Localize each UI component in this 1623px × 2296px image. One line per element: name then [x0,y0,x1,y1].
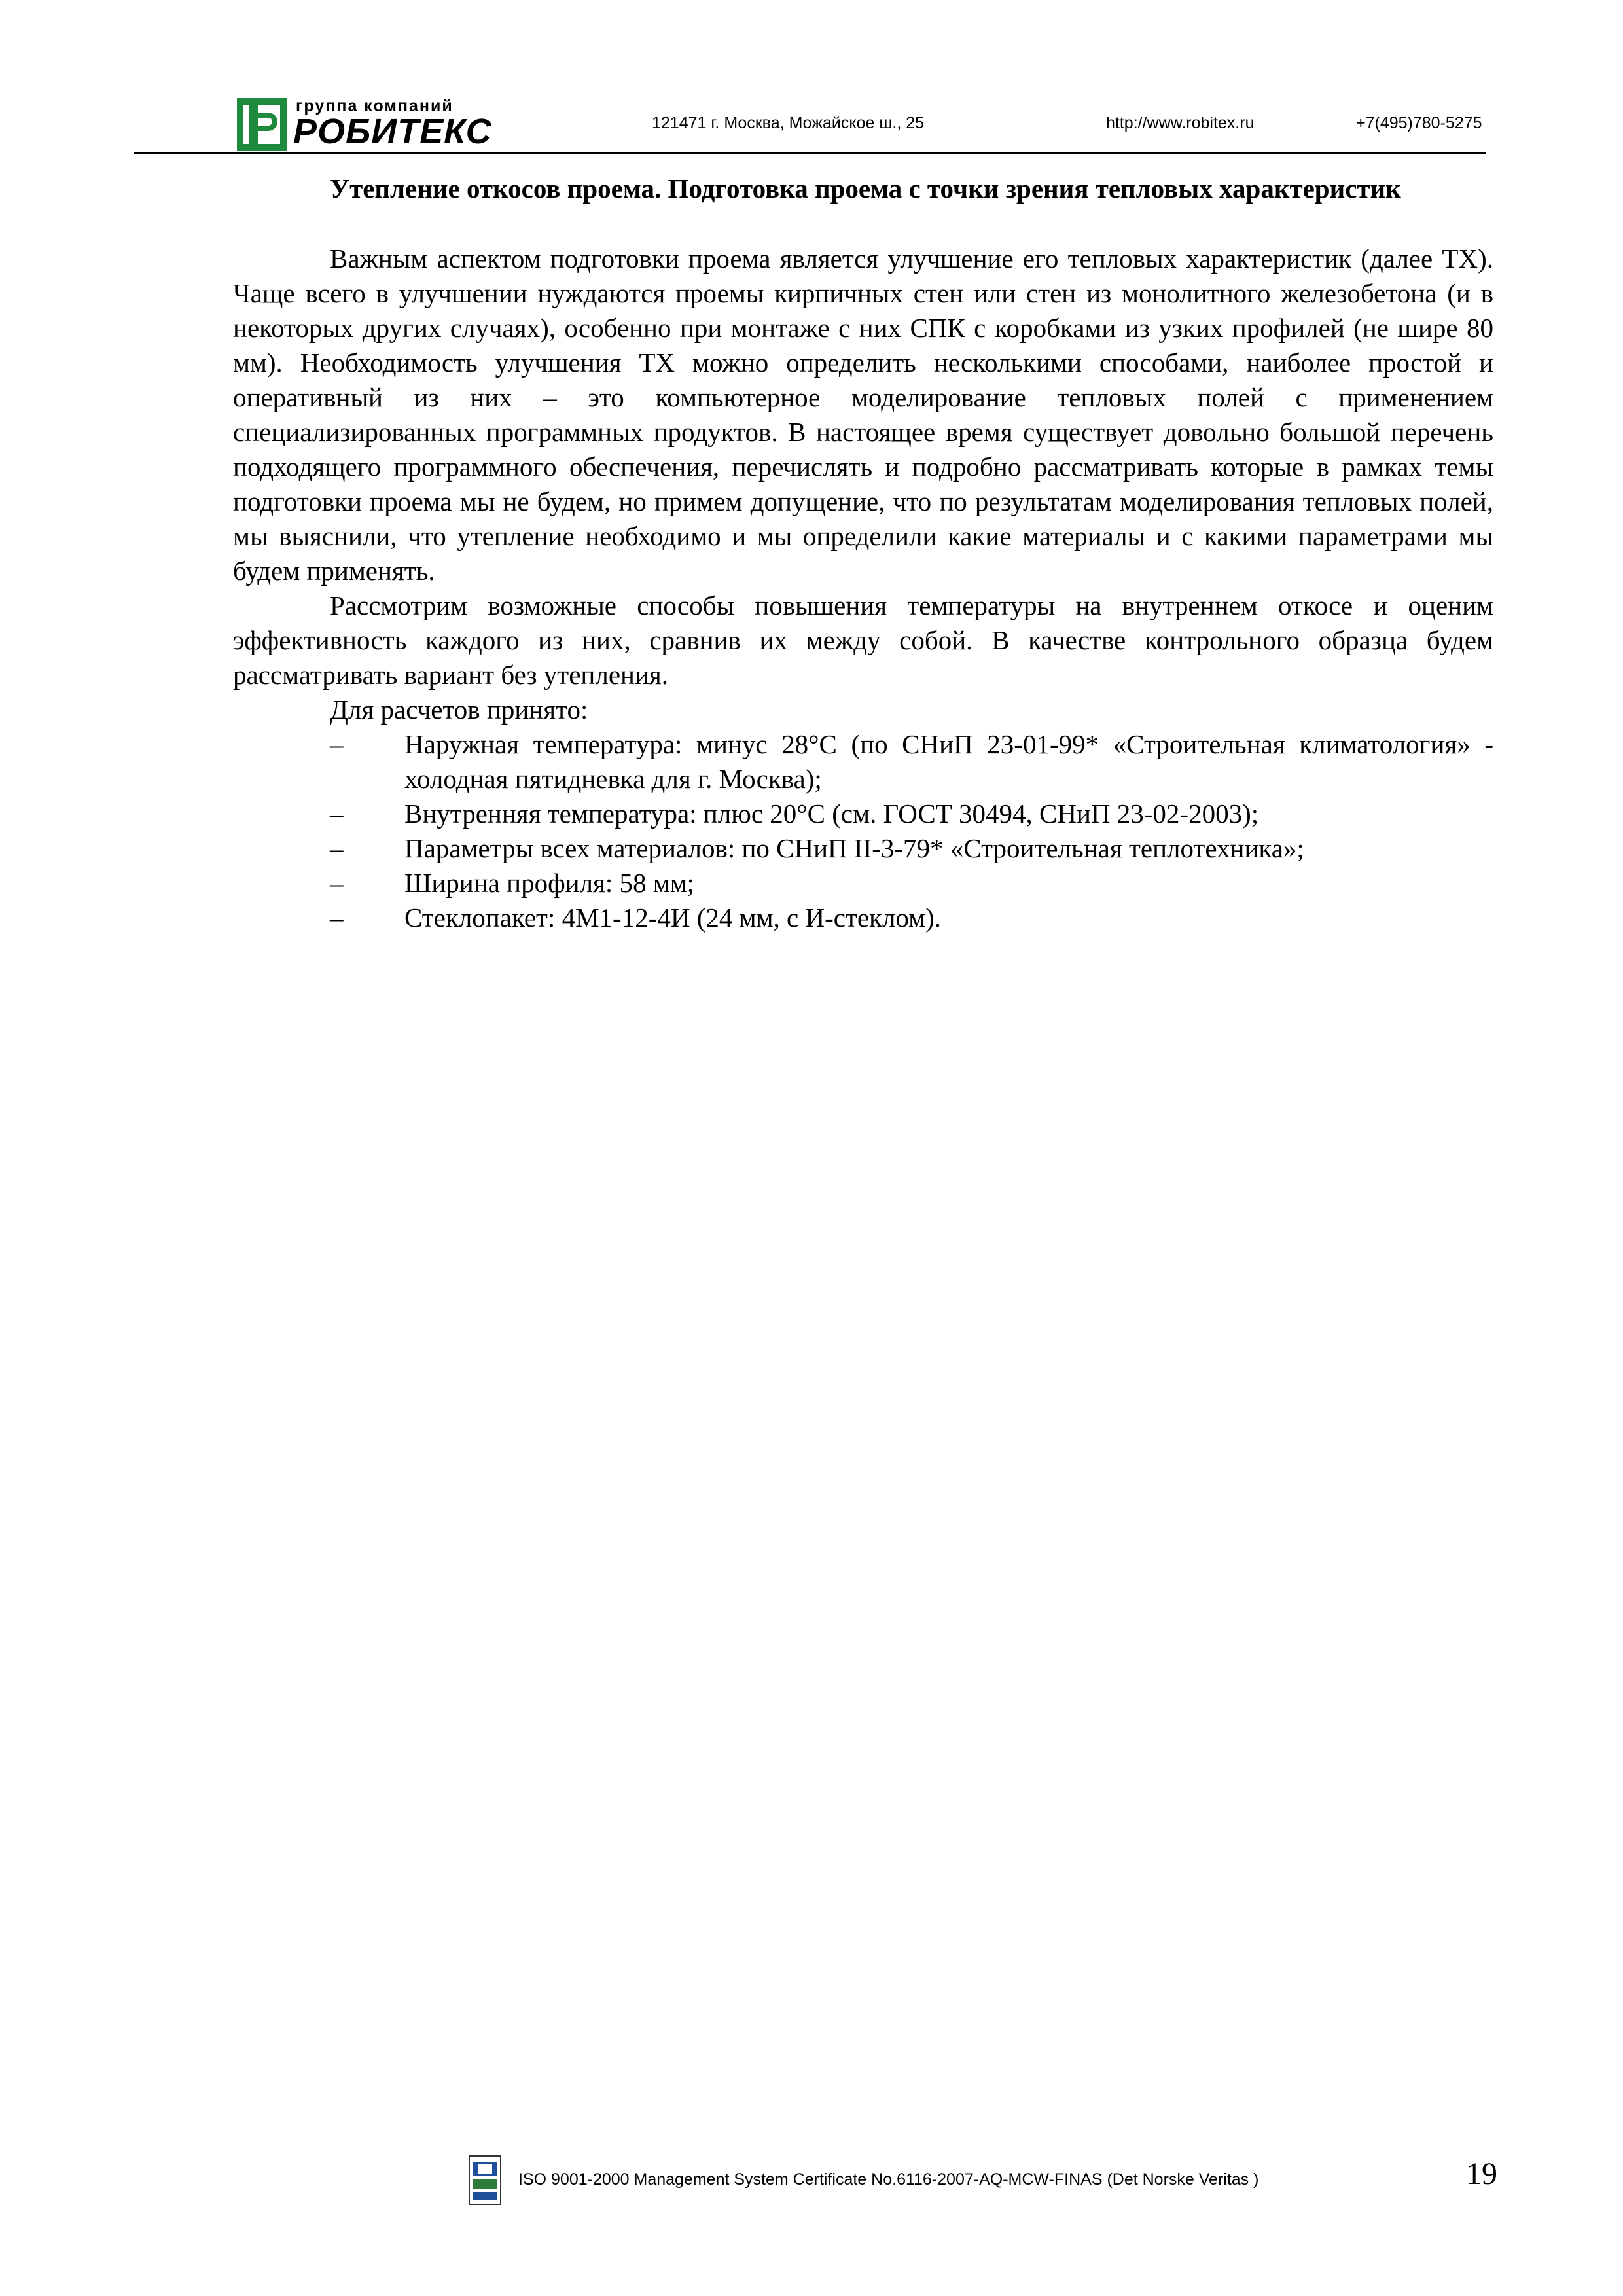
dash-bullet: – [330,903,344,933]
certificate-text: ISO 9001-2000 Management System Certificate No.6116-2007-AQ-MCW-FINAS (Det Norske Veritas ) [518,2170,1259,2189]
list-item-text: Стеклопакет: 4М1-12-4И (24 мм, с И-стеклом). [404,903,941,933]
spacer [233,206,1493,242]
dnv-certificate-icon [469,2155,501,2205]
logo-subtitle: группа компаний [296,97,454,115]
dash-bullet: – [330,729,344,759]
company-logo [237,93,492,153]
list-item [233,866,1493,901]
robitex-logo-icon [237,98,287,151]
dash-bullet: – [330,868,344,898]
paragraph-2: Рассмотрим возможные способы повышения температуры на внутреннем откосе и оценим эффективность каждого из них, сравнив их между собой. В качестве контрольного образца будем рассматривать вариант без утепления. [233,590,1493,690]
list-item [233,727,1493,797]
list-item-text: Параметры всех материалов: по СНиП II-3-79* «Строительная теплотехника»; [404,833,1304,863]
list-item [233,797,1493,831]
logo-title: РОБИТЕКС [293,112,492,151]
page-number: 19 [1466,2157,1497,2191]
list-item [233,901,1493,935]
section-heading: Утепление откосов проема. Подготовка проема с точки зрения тепловых характеристик [330,173,1401,204]
list-intro: Для расчетов принято: [330,694,588,725]
list-item [233,831,1493,866]
header-phone: +7(495)780-5275 [1356,114,1482,132]
dash-bullet: – [330,798,344,829]
list-item-text: Внутренняя температура: плюс 20°С (см. ГОСТ 30494, СНиП 23-02-2003); [404,798,1259,829]
list-item-text: Наружная температура: минус 28°С (по СНиП 23-01-99* «Строительная климатология» - холодная пятидневка для г. Москва); [404,729,1493,794]
page-header [0,0,1623,157]
header-website[interactable]: http://www.robitex.ru [1106,114,1255,132]
header-divider [134,152,1486,154]
document-body [233,171,1493,935]
paragraph-1: Важным аспектом подготовки проема является улучшение его тепловых характеристик (далее ТХ). Чаще всего в улучшении нуждаются проемы кирпичных стен или стен из монолитного железобетона (и в некоторых других случаях), особенно при монтаже с них СПК с коробками из узких профилей (не шире 80 мм). Необходимость улучшения ТХ можно определить несколькими способами, наиболее простой и оперативный из них – это компьютерное моделирование тепловых полей с применением специализированных программных продуктов. В настоящее время существует довольно большой перечень подходящего программного обеспечения, перечислять и подробно рассматривать которые в рамках темы подготовки проема мы не будем, но примем допущение, что по результатам моделирования тепловых полей, мы выяснили, что утепление необходимо и мы определили какие материалы и с какими параметрами мы будем применять. [233,243,1493,586]
header-address: 121471 г. Москва, Можайское ш., 25 [652,114,925,132]
list-item-text: Ширина профиля: 58 мм; [404,868,695,898]
assumptions-list [233,727,1493,935]
dash-bullet: – [330,833,344,863]
